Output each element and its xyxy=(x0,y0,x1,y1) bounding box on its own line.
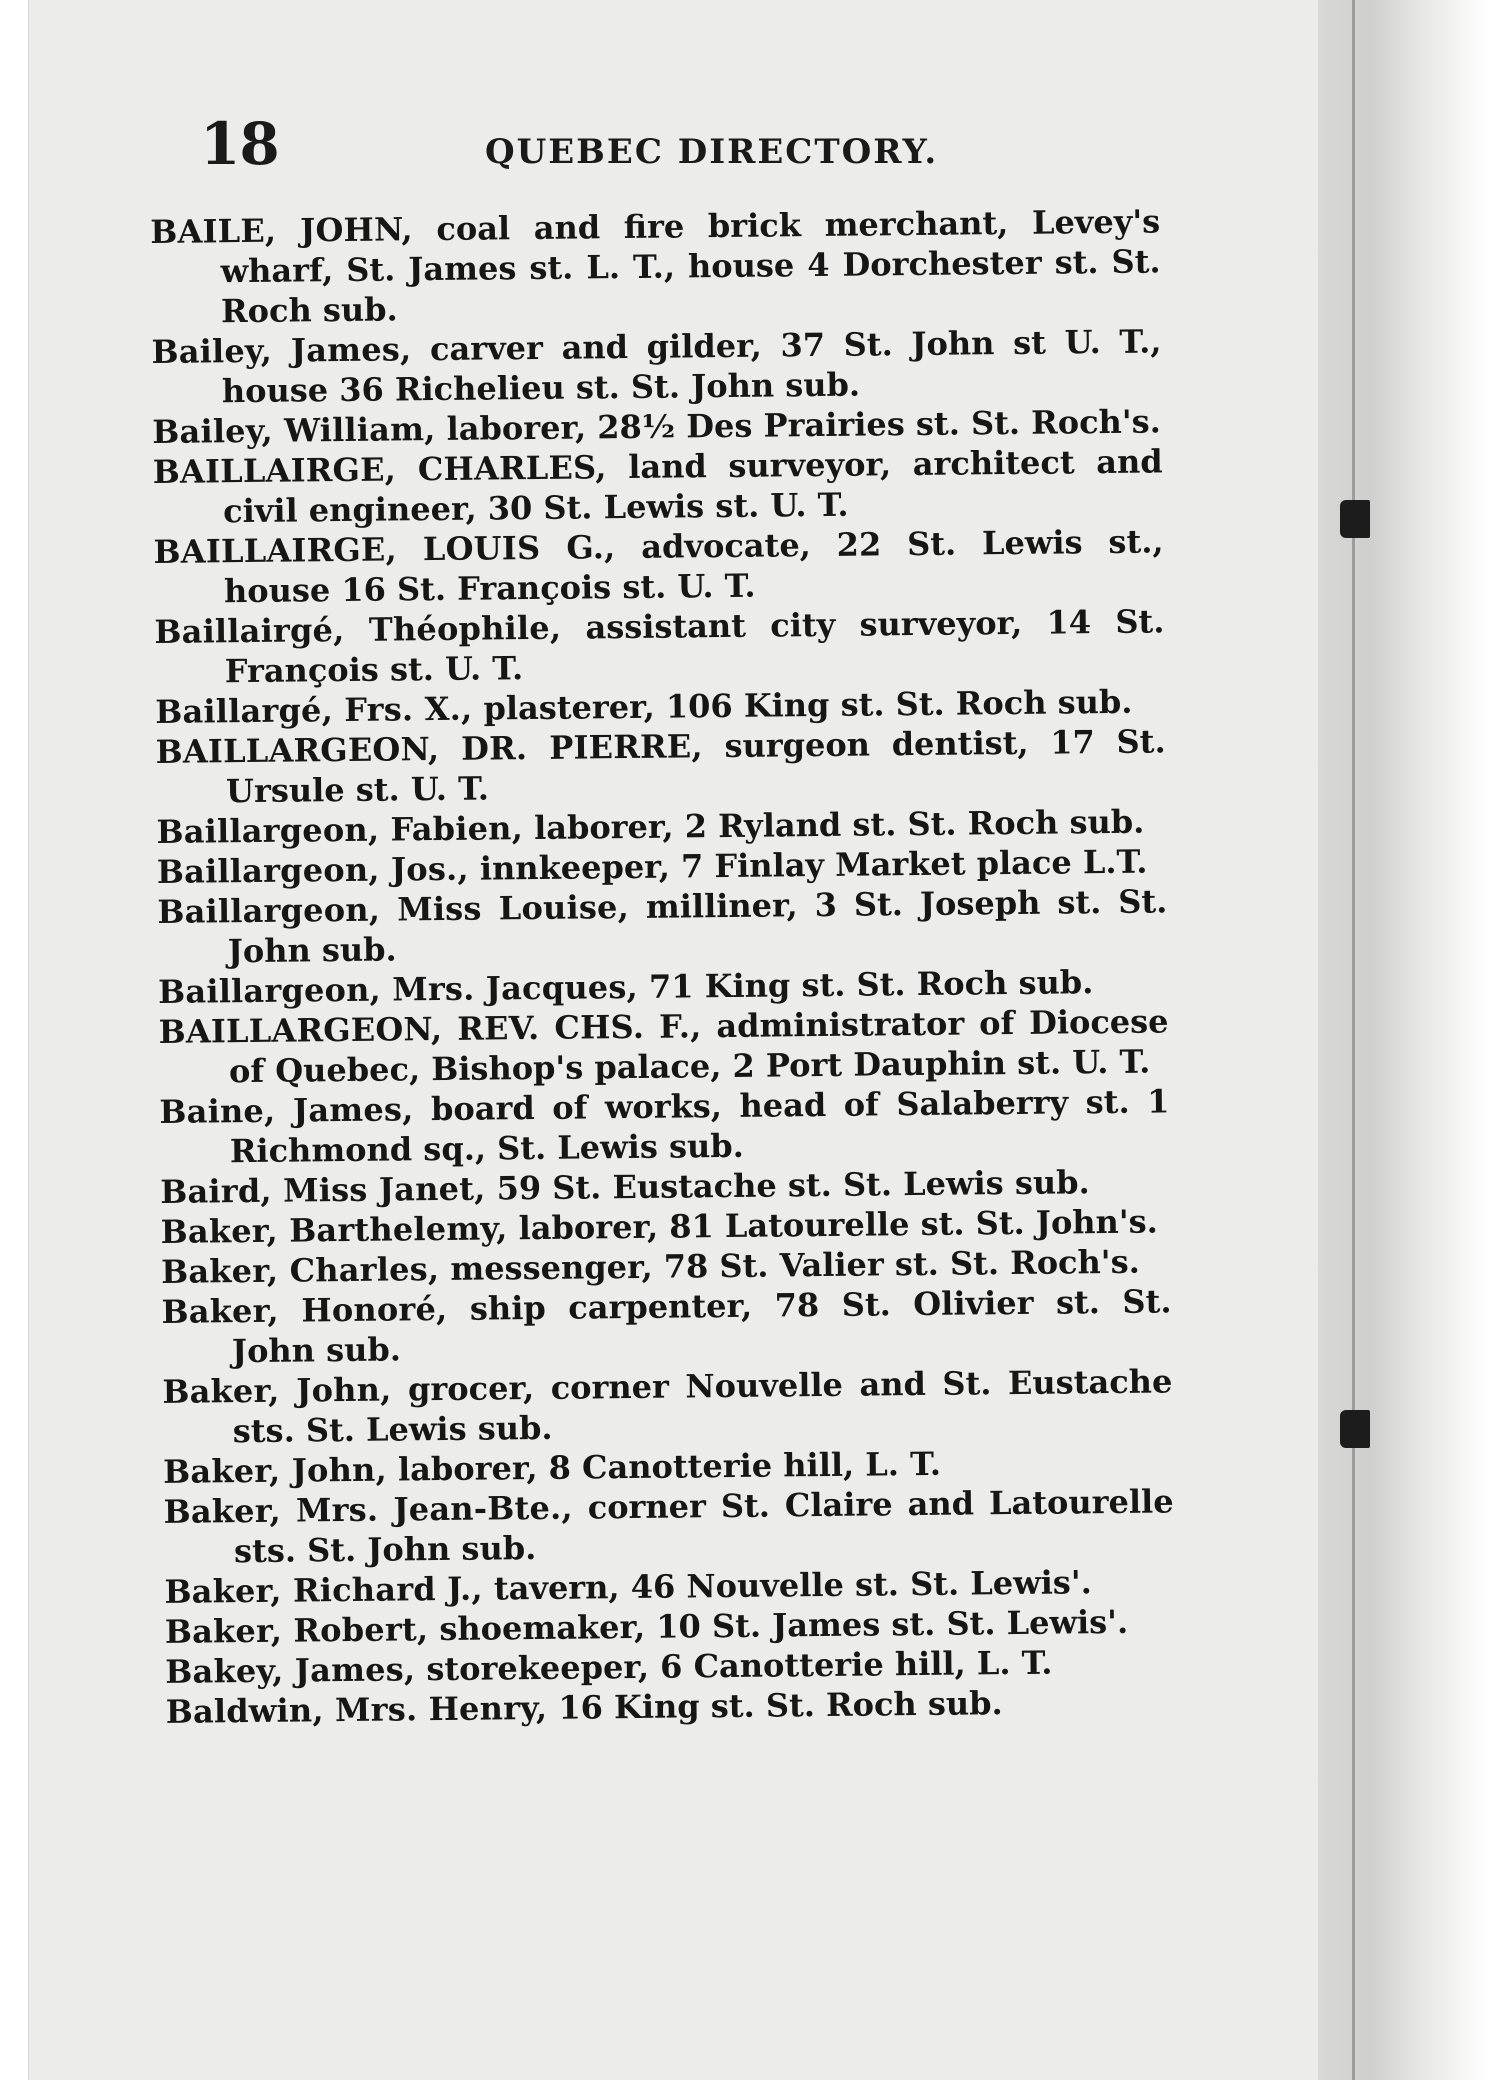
ink-mark xyxy=(1340,500,1370,538)
directory-entry xyxy=(154,601,1165,692)
directory-entry xyxy=(159,1081,1170,1172)
entry-details: corner St. Claire and Latourelle sts. St. John sub. xyxy=(233,1482,1174,1571)
entry-details: ship carpenter, 78 St. Olivier st. St. John sub. xyxy=(231,1282,1172,1371)
entry-name: Baker, Barthelemy, xyxy=(160,1209,508,1251)
entry-details: laborer, 2 Ryland st. St. Roch sub. xyxy=(533,802,1145,848)
entry-name: Baker, Charles, xyxy=(160,1250,440,1291)
binding-edge xyxy=(1352,0,1355,2080)
entry-name: Baillargeon, Jos., xyxy=(156,849,469,891)
directory-entry xyxy=(150,201,1161,332)
directory-entry xyxy=(158,1001,1169,1092)
entry-name: Baillargeon, Miss Louise, xyxy=(157,888,630,931)
directory-entry xyxy=(153,521,1164,612)
entry-details: laborer, 81 Latourelle st. St. John's. xyxy=(518,1202,1158,1248)
entry-details: 16 King st. St. Roch sub. xyxy=(558,1684,1003,1727)
entry-name: Baker, John, xyxy=(162,1450,388,1491)
entry-name: Baker, John, xyxy=(162,1370,392,1411)
binding-fold xyxy=(1318,0,1488,2080)
entry-name: BAILLARGEON, REV. CHS. F., xyxy=(158,1007,702,1051)
entry-name: Bailey, William, xyxy=(152,410,436,451)
entry-name: BAILLAIRGE, LOUIS G., xyxy=(153,528,616,571)
entry-details: grocer, corner Nouvelle and St. Eustache sts. St. Lewis sub. xyxy=(232,1362,1173,1451)
entry-details: board of works, head of Salaberry st. 1 Richmond sq., St. Lewis sub. xyxy=(229,1082,1170,1171)
entry-details: advocate, 22 St. Lewis st., house 16 St. François st. U. T. xyxy=(223,522,1164,611)
entry-name: Bailey, James, xyxy=(151,330,412,371)
entry-details: milliner, 3 St. Joseph st. St. John sub. xyxy=(227,882,1168,971)
entry-name: Baker, Robert, xyxy=(164,1610,429,1651)
ink-mark xyxy=(1340,1410,1370,1448)
directory-entry xyxy=(161,1281,1172,1372)
directory-entry xyxy=(157,881,1168,972)
entry-name: Baker, Richard J., xyxy=(164,1569,483,1611)
entry-name: Baldwin, Mrs. Henry, xyxy=(165,1688,548,1731)
entry-name: BAILE, JOHN, xyxy=(150,210,413,251)
entry-details: 71 King st. St. Roch sub. xyxy=(648,963,1094,1006)
entry-name: Baillairgé, Théophile, xyxy=(154,608,562,651)
directory-entry xyxy=(153,441,1164,532)
entry-details: tavern, 46 Nouvelle st. St. Lewis'. xyxy=(493,1563,1092,1608)
entry-name: Baillargeon, Mrs. Jacques, xyxy=(157,967,639,1011)
entry-name: Baker, Mrs. Jean-Bte., xyxy=(163,1488,573,1531)
entry-details: messenger, 78 St. Valier st. St. Roch's. xyxy=(450,1242,1140,1288)
directory-entry xyxy=(163,1481,1174,1572)
entry-name: Baillargeon, Fabien, xyxy=(156,809,524,851)
running-head: QUEBEC DIRECTORY. xyxy=(485,132,939,172)
entry-details: land surveyor, architect and civil engineer, 30 St. Lewis st. U. T. xyxy=(222,442,1163,531)
entry-name: Baillargé, Frs. X., xyxy=(155,689,473,731)
entry-details: laborer, 28½ Des Prairies st. St. Roch's. xyxy=(446,402,1161,448)
entry-name: Baker, Honoré, xyxy=(161,1289,448,1331)
entry-name: Baine, James, xyxy=(159,1090,414,1131)
directory-entry xyxy=(162,1361,1173,1452)
page-header xyxy=(200,110,1160,190)
entry-details: 59 St. Eustache st. St. Lewis sub. xyxy=(496,1163,1090,1208)
entry-name: Baird, Miss Janet, xyxy=(160,1169,486,1211)
directory-entries xyxy=(150,201,1176,1731)
entry-details: carver and gilder, 37 St. John st U. T., house 36 Richelieu st. St. John sub. xyxy=(221,322,1162,411)
entry-name: Bakey, James, xyxy=(165,1650,416,1691)
entry-details: innkeeper, 7 Finlay Market place L.T. xyxy=(479,842,1148,888)
entry-details: plasterer, 106 King st. St. Roch sub. xyxy=(483,682,1133,728)
directory-entry xyxy=(151,321,1162,412)
page-number: 18 xyxy=(200,110,279,178)
entry-name: BAILLARGEON, DR. PIERRE, xyxy=(155,727,703,771)
entry-name: BAILLAIRGE, CHARLES, xyxy=(152,448,607,491)
entry-details: administrator of Diocese of Quebec, Bishop's palace, 2 Port Dauphin st. U. T. xyxy=(228,1002,1169,1091)
entry-details: assistant city surveyor, 14 St. François st. U. T. xyxy=(224,602,1165,691)
directory-entry xyxy=(155,721,1166,812)
entry-details: surgeon dentist, 17 St. Ursule st. U. T. xyxy=(225,722,1166,811)
entry-details: shoemaker, 10 St. James st. St. Lewis'. xyxy=(439,1602,1129,1649)
entry-details: coal and fire brick merchant, Levey's wharf, St. James st. L. T., house 4 Dorchester st. St. Roch sub. xyxy=(220,202,1161,331)
entry-details: storekeeper, 6 Canotterie hill, L. T. xyxy=(426,1643,1053,1689)
entry-details: laborer, 8 Canotterie hill, L. T. xyxy=(397,1444,942,1489)
